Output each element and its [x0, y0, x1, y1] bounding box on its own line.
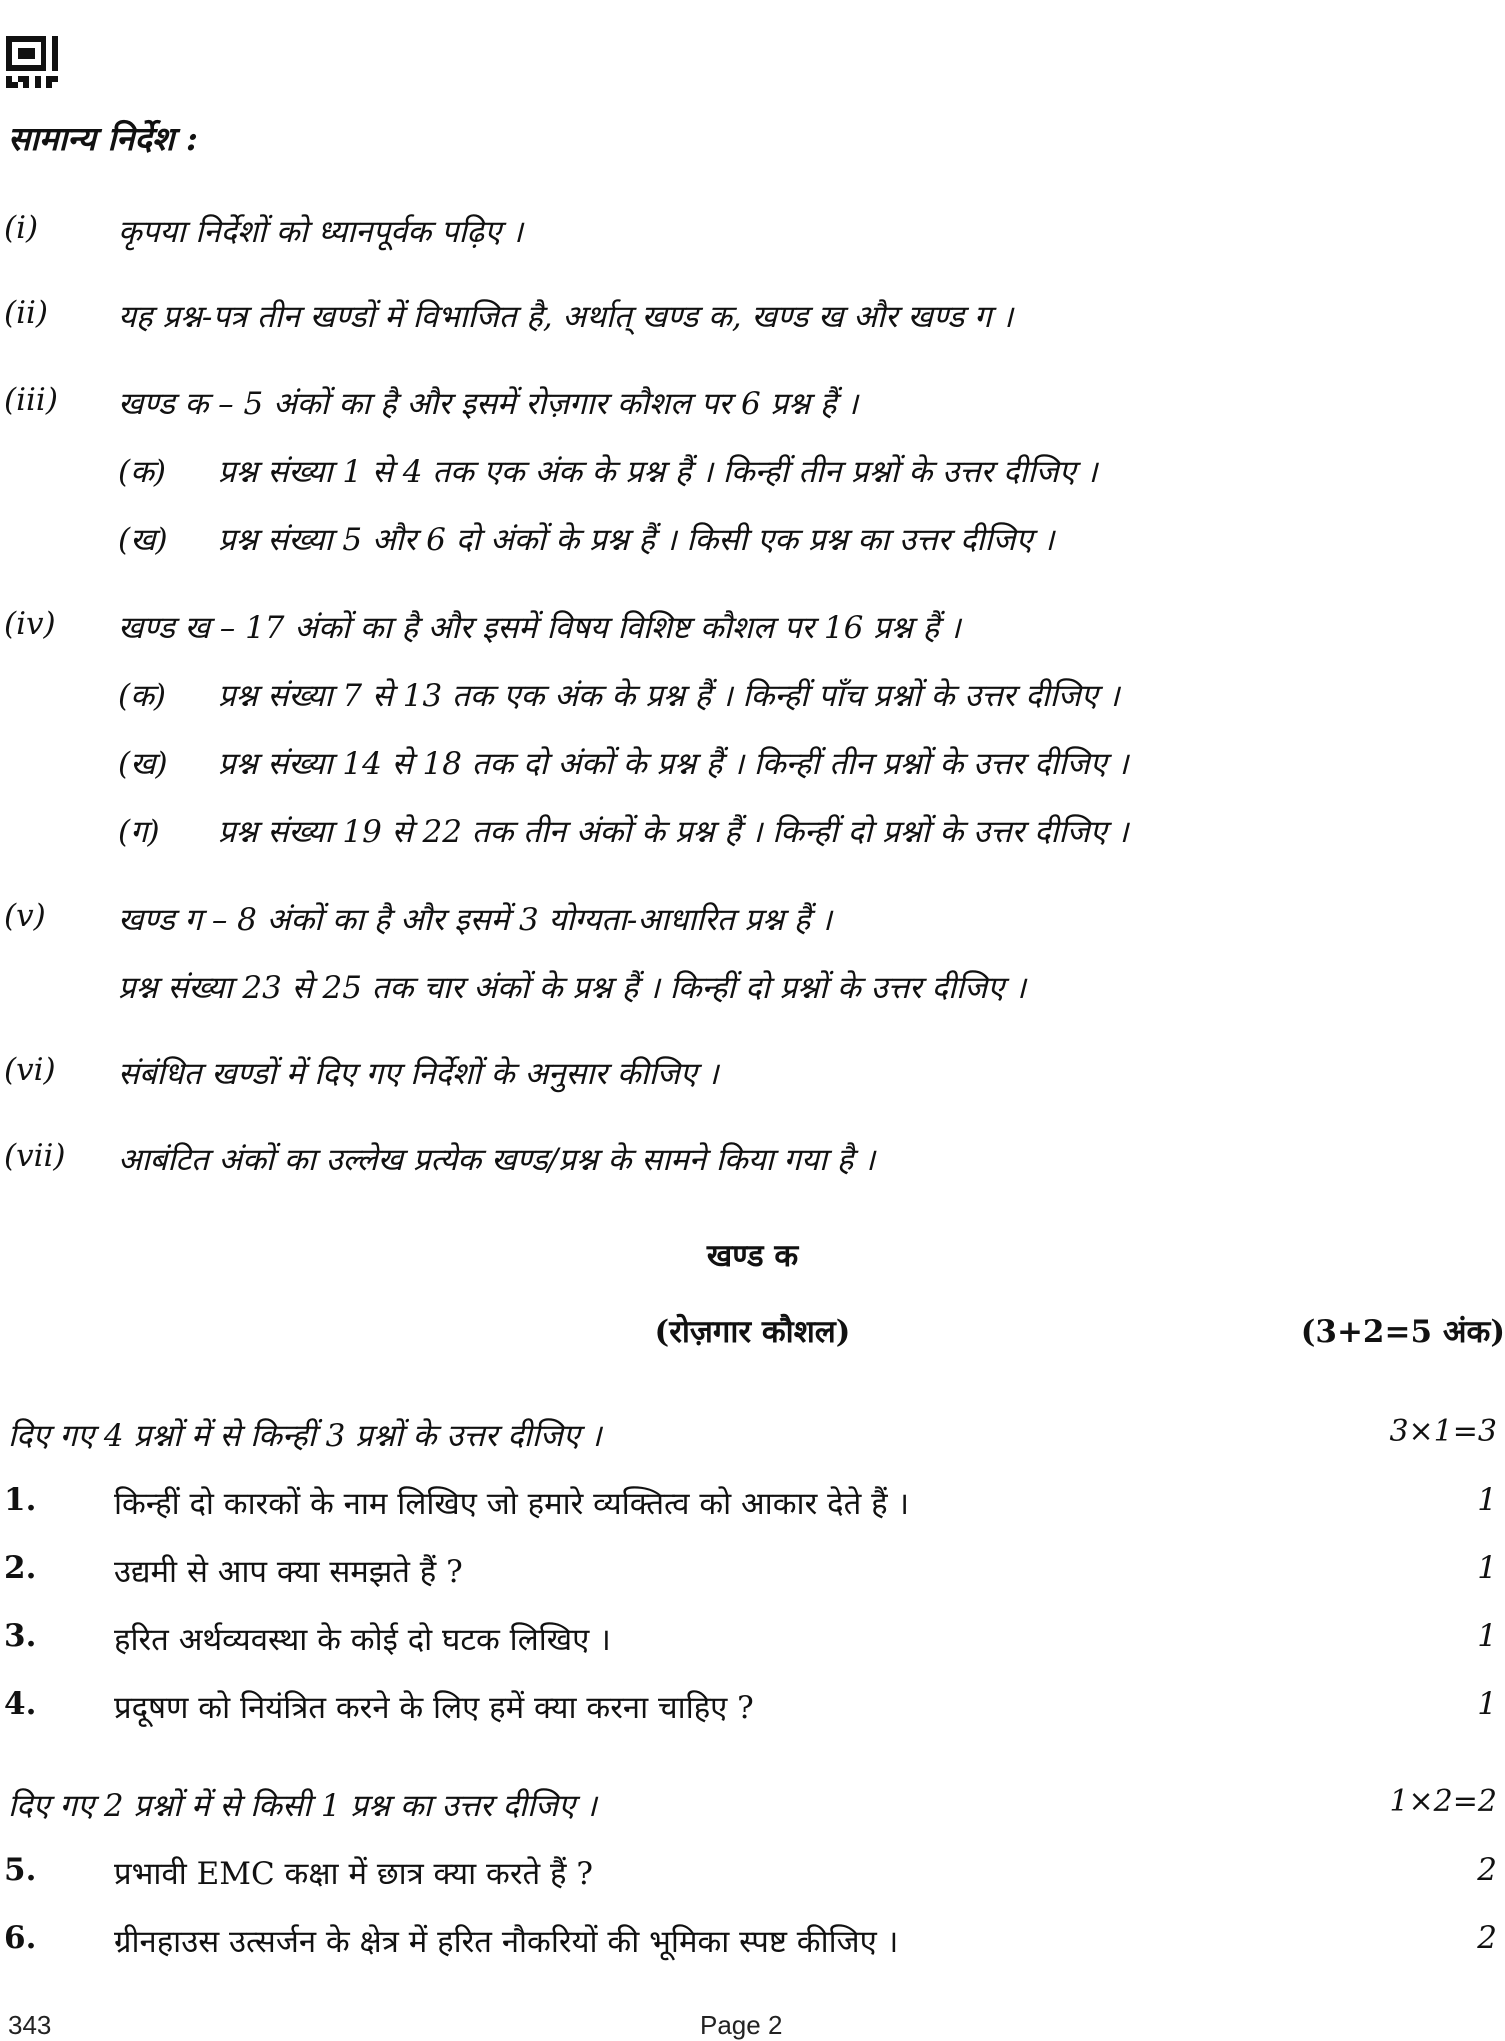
question-number: 1. [4, 1482, 37, 1518]
question-marks: 1 [1477, 1618, 1497, 1654]
instruction-number: (vii) [4, 1138, 66, 1174]
instruction-number: (iii) [4, 382, 58, 418]
instruction-text: आबंटित अंकों का उल्लेख प्रत्येक खण्ड/प्रश्न के सामने किया गया है । [118, 1142, 875, 1178]
instruction-text: प्रश्न संख्या 23 से 25 तक चार अंकों के प्रश्न हैं । किन्हीं दो प्रश्नों के उत्तर दीजिए । [118, 970, 1026, 1006]
question-number: 2. [4, 1550, 37, 1586]
question-number: 5. [4, 1852, 37, 1888]
instruction-text: यह प्रश्न-पत्र तीन खण्डों में विभाजित है, अर्थात् खण्ड क, खण्ड ख और खण्ड ग । [118, 299, 1014, 335]
question-text: हरित अर्थव्यवस्था के कोई दो घटक लिखिए । [114, 1622, 611, 1658]
instruction-text: कृपया निर्देशों को ध्यानपूर्वक पढ़िए । [118, 214, 523, 250]
instruction-number: (v) [4, 898, 46, 934]
general-instructions-heading: सामान्य निर्देश : [8, 119, 198, 158]
instruction-text: खण्ड ग – 8 अंकों का है और इसमें 3 योग्यता-आधारित प्रश्न हैं । [118, 902, 832, 938]
sub-label: (क) [118, 678, 166, 714]
sub-text: प्रश्न संख्या 7 से 13 तक एक अंक के प्रश्न हैं । किन्हीं पाँच प्रश्नों के उत्तर दीजिए । [218, 678, 1120, 714]
sub-text: प्रश्न संख्या 5 और 6 दो अंकों के प्रश्न हैं । किसी एक प्रश्न का उत्तर दीजिए । [218, 522, 1055, 558]
instruction-number: (iv) [4, 606, 56, 642]
sub-text: प्रश्न संख्या 14 से 18 तक दो अंकों के प्रश्न हैं । किन्हीं तीन प्रश्नों के उत्तर दीजिए । [218, 746, 1129, 782]
group-2-marks: 1×2=2 [1389, 1784, 1497, 1819]
question-text: प्रभावी EMC कक्षा में छात्र क्या करते हैं ? [114, 1856, 593, 1892]
section-marks: (3+2=5 अंक) [1300, 1314, 1505, 1350]
question-marks: 1 [1477, 1686, 1497, 1722]
instruction-text: खण्ड ख – 17 अंकों का है और इसमें विषय विशिष्ट कौशल पर 16 प्रश्न हैं । [118, 610, 961, 646]
sub-text: प्रश्न संख्या 1 से 4 तक एक अंक के प्रश्न हैं । किन्हीं तीन प्रश्नों के उत्तर दीजिए । [218, 454, 1098, 490]
question-number: 3. [4, 1618, 37, 1654]
page-number: Page 2 [700, 2010, 783, 2040]
instruction-number: (ii) [4, 295, 49, 331]
sub-label: (ख) [118, 522, 168, 558]
sub-label: (ग) [118, 814, 160, 850]
sub-label: (ख) [118, 746, 168, 782]
instruction-text: खण्ड क – 5 अंकों का है और इसमें रोज़गार कौशल पर 6 प्रश्न हैं । [118, 386, 859, 422]
sub-label: (क) [118, 454, 166, 490]
question-number: 6. [4, 1920, 37, 1956]
question-marks: 2 [1477, 1920, 1497, 1956]
group-1-marks: 3×1=3 [1389, 1414, 1497, 1449]
question-marks: 2 [1477, 1852, 1497, 1888]
section-subtitle: (रोज़गार कौशल) [654, 1314, 851, 1350]
question-marks: 1 [1477, 1550, 1497, 1586]
question-text: किन्हीं दो कारकों के नाम लिखिए जो हमारे व्यक्तित्व को आकार देते हैं । [114, 1486, 910, 1522]
question-number: 4. [4, 1686, 37, 1722]
group-1-direction: दिए गए 4 प्रश्नों में से किन्हीं 3 प्रश्नों के उत्तर दीजिए । [8, 1418, 602, 1454]
question-text: प्रदूषण को नियंत्रित करने के लिए हमें क्या करना चाहिए ? [114, 1690, 754, 1726]
section-title: खण्ड क [706, 1238, 799, 1274]
qr-code [6, 36, 58, 88]
group-2-direction: दिए गए 2 प्रश्नों में से किसी 1 प्रश्न का उत्तर दीजिए । [8, 1788, 597, 1824]
instruction-number: (vi) [4, 1052, 56, 1088]
sub-text: प्रश्न संख्या 19 से 22 तक तीन अंकों के प्रश्न हैं । किन्हीं दो प्रश्नों के उत्तर दीजिए । [218, 814, 1129, 850]
instruction-text: संबंधित खण्डों में दिए गए निर्देशों के अनुसार कीजिए । [118, 1056, 719, 1092]
paper-code: 343 [8, 2010, 52, 2040]
instruction-number: (i) [4, 210, 39, 246]
question-marks: 1 [1477, 1482, 1497, 1518]
question-text: उद्यमी से आप क्या समझते हैं ? [114, 1554, 463, 1590]
question-text: ग्रीनहाउस उत्सर्जन के क्षेत्र में हरित नौकरियों की भूमिका स्पष्ट कीजिए । [114, 1924, 899, 1960]
